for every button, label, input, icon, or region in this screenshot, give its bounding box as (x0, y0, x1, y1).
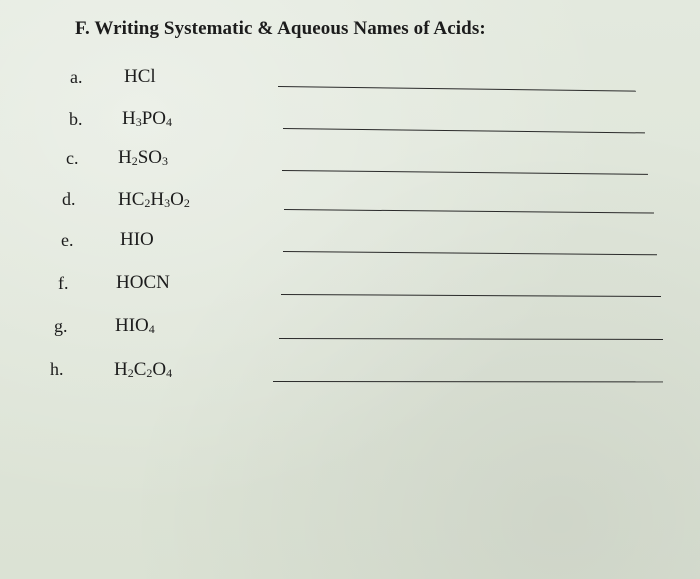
answer-line[interactable] (282, 170, 648, 175)
formula-subscript: 2 (183, 196, 190, 210)
item-label: e. (61, 230, 74, 250)
answer-line[interactable] (284, 209, 654, 214)
answer-line[interactable] (273, 381, 663, 382)
answer-line[interactable] (281, 294, 661, 297)
formula-hio4: $HIO_4$ (115, 315, 155, 336)
formula-h2so3: $H_2SO_3$ (118, 147, 169, 168)
item-label: d. (62, 189, 76, 209)
formula-subscript: 2 (146, 366, 153, 380)
formula-subscript: 2 (127, 366, 134, 380)
question-row-f (0, 270, 700, 310)
question-row-b (0, 106, 700, 146)
answer-line[interactable] (278, 86, 636, 92)
item-label: h. (50, 359, 64, 379)
item-label: g. (54, 316, 68, 336)
item-label: b. (69, 109, 83, 129)
item-label: c. (66, 148, 79, 168)
formula-h2c2o4: $H_2C_2O_4$ (114, 359, 173, 380)
formula-h3po4: $H_3PO_4$ (122, 108, 173, 129)
question-row-e (0, 227, 700, 267)
answer-line[interactable] (279, 338, 663, 340)
question-row-d (0, 186, 700, 226)
formula-subscript: 3 (164, 196, 171, 210)
formula-hcl: HCl (124, 66, 156, 87)
formula-hc2h3o2: $HC_2H_3O_2$ (118, 189, 190, 210)
question-row-g (0, 313, 700, 353)
formula-subscript: 2 (144, 196, 151, 210)
formula-subscript: 3 (162, 154, 169, 168)
formula-subscript: 4 (166, 366, 173, 380)
formula-subscript: 3 (135, 115, 142, 129)
answer-line[interactable] (283, 128, 645, 133)
section-heading: F. Writing Systematic & Aqueous Names of Acids: (75, 18, 486, 39)
formula-hocn: HOCN (116, 272, 170, 293)
question-row-c (0, 145, 700, 185)
formula-subscript: 4 (148, 322, 155, 336)
formula-subscript: 4 (166, 115, 173, 129)
answer-line[interactable] (283, 251, 657, 255)
formula-subscript: 2 (131, 154, 138, 168)
item-label: f. (58, 273, 69, 293)
formula-hio: HIO (120, 229, 154, 250)
question-row-h (0, 356, 700, 396)
question-row-a (0, 64, 700, 104)
item-label: a. (70, 67, 83, 87)
